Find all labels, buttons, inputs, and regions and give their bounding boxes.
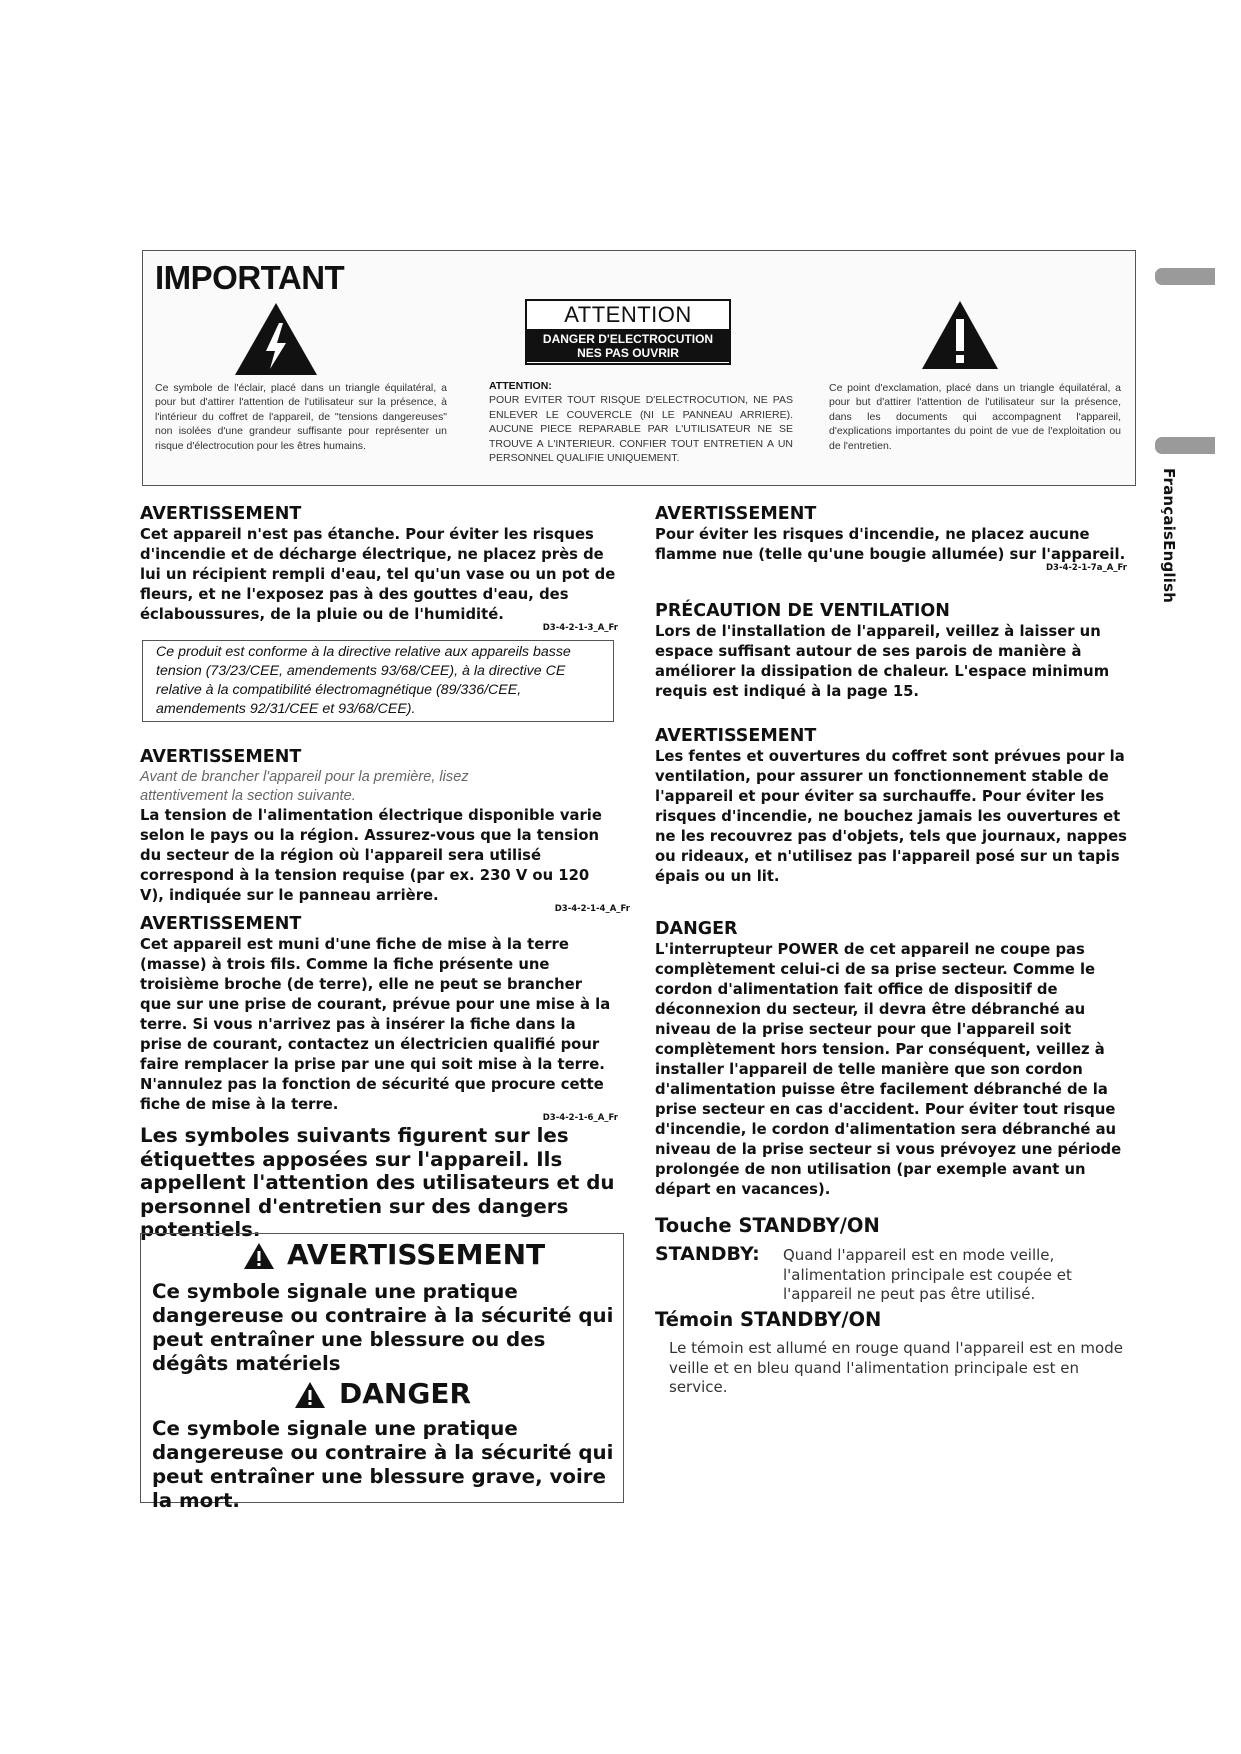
standby-indicator-section: Témoin STANDBY/ON Le témoin est allumé en rouge quand l'appareil est en mode veille et en bleu quand l'alimentation principale est en service. — [655, 1308, 1123, 1396]
important-box — [142, 250, 1136, 486]
symbol-warning-text: Ce symbole signale une pratique dangereuse ou contraire à la sécurité qui peut entraîner une blessure ou des dégâts matériels — [152, 1280, 614, 1375]
warning-voltage: AVERTISSEMENT Avant de brancher l'appareil pour la première, lisez attentivement la section suivante. La tension de l'alimentation électrique disponible varie selon le pays ou la région. Assurez-vous que la tension du secteur de la région où l'appareil sera utilisé correspond à la tension requise (par ex. 230 V ou 120 V), indiquée sur le panneau arrière. D3-4-2-1-4_A_Fr — [140, 747, 630, 914]
attention-explanation: ATTENTION: POUR EVITER TOUT RISQUE D'ELECTROCUTION, NE PAS ENLEVER LE COUVERCLE (NI LE PANNEAU ARRIERE). AUCUNE PIECE REPARABLE PAR L'UTILISATEUR NE SE TROUVE A L'INTERIEUR. CONFIER TOUT ENTRETIEN A UN PERSONNEL QUALIFIE UNIQUEMENT. — [489, 380, 793, 465]
ventilation-precaution: PRÉCAUTION DE VENTILATION Lors de l'installation de l'appareil, veillez à laisser un espace suffisant autour de ses parois de manière à améliorer la dissipation de chaleur. L'espace minimum requis est indiqué à la page 15. — [655, 601, 1110, 700]
lightning-warning-icon — [233, 301, 319, 377]
standby-description: Quand l'appareil est en mode veille, l'alimentation principale est coupée et l'appareil ne peut pas être utilisé. — [783, 1246, 1072, 1303]
symbols-title: Les symboles suivants figurent sur les étiquettes apposées sur l'appareil. Ils appellent l'attention des utilisateurs et du personnel d'entretien sur des dangers potentiels. — [140, 1124, 615, 1241]
lightning-explanation: Ce symbole de l'éclair, placé dans un triangle équilatéral, a pour but d'attirer l'attention de l'utilisateur sur la présence, à l'intérieur du coffret de l'appareil, de "tensions dangereuses" non isolées d'une grandeur suffisante pour représenter un risque d'électrocution pour les êtres humains. — [155, 382, 447, 452]
exclamation-explanation: Ce point d'exclamation, placé dans un triangle équilatéral, a pour but d'attirer l'attention de l'utilisateur sur la présence, dans les documents qui accompagnent l'appareil, d'explications importantes du point de vue de l'exploitation ou de l'entretien. — [829, 382, 1121, 452]
standby-key-section: Touche STANDBY/ON STANDBY: Quand l'appareil est en mode veille, l'alimentation principale est coupée et l'appareil ne peut pas être utilisé. — [655, 1214, 1143, 1308]
important-title: IMPORTANT — [155, 259, 345, 296]
symbols-box — [140, 1233, 624, 1512]
warning-ground-plug: AVERTISSEMENT Cet appareil est muni d'une fiche de mise à la terre (masse) à trois fils. Comme la fiche présente une troisième broche (de terre), elle ne peut se brancher que sur une prise de courant, prévue pour une mise à la terre. Si vous n'arrivez pas à insérer la fiche dans la prise de courant, contactez un électricien qualifié pour faire remplacer la prise par une qui soit mise à la terre. N'annulez pas la fonction de sécurité que procure cette fiche de mise à la terre. D3-4-2-1-6_A_Fr — [140, 914, 618, 1123]
danger-triangle-icon — [294, 1381, 326, 1409]
warning-triangle-icon — [243, 1242, 275, 1270]
standby-label: STANDBY: — [655, 1243, 760, 1265]
side-tab-francais — [1155, 437, 1215, 454]
warning-openings: AVERTISSEMENT Les fentes et ouvertures du coffret sont prévues pour la ventilation, pour assurer un fonctionnement stable de l'appareil et pour éviter sa surchauffe. Pour éviter les risques d'incendie, ne bouchez jamais les ouvertures et ne les recouvrez pas d'objets, tels que journaux, nappes ou rideaux, et n'utilisez pas l'appareil posé sur un tapis épais ou un lit. — [655, 726, 1127, 885]
language-label: FrançaisEnglish — [1160, 468, 1178, 604]
danger-power-switch: DANGER L'interrupteur POWER de cet appareil ne coupe pas complètement celui-ci de sa prise secteur. Comme le cordon d'alimentation fait office de dispositif de déconnexion du secteur, il devra être débranché au niveau de la prise secteur pour que l'appareil soit complètement hors tension. Par conséquent, veillez à installer l'appareil de telle manière que son cordon d'alimentation puisse être facilement débranché de la prise secteur en cas d'accident. Pour éviter tout risque d'incendie, le cordon d'alimentation sera débranché au niveau de la prise secteur si vous prévoyez une période prolongée de non utilisation (par exemple avant un départ en vacances). — [655, 919, 1122, 1198]
symbol-warning-heading: AVERTISSEMENT — [287, 1238, 546, 1271]
attention-label: ATTENTION DANGER D'ELECTROCUTION NES PAS OUVRIR — [525, 299, 731, 365]
warning-water: AVERTISSEMENT Cet appareil n'est pas étanche. Pour éviter les risques d'incendie et de décharge électrique, ne placez près de lui un récipient rempli d'eau, tel qu'un vase ou un pot de fleurs, et ne l'exposez pas à des gouttes d'eau, des éclaboussures, de la pluie ou de l'humidité. D3-4-2-1-3_A_Fr — [140, 504, 618, 633]
symbol-danger-heading: DANGER — [339, 1377, 472, 1410]
ce-compliance-notice: Ce produit est conforme à la directive relative aux appareils basse tension (73/23/CEE, amendements 93/68/CEE), à la directive CE relative à la compatibilité électromagnétique (89/336/CEE, amendements 92/31/CEE et 93/68/CEE). — [142, 640, 614, 722]
symbol-danger-text: Ce symbole signale une pratique dangereuse ou contraire à la sécurité qui peut entraîner une blessure grave, voire la mort. — [152, 1417, 614, 1512]
warning-flame: AVERTISSEMENT Pour éviter les risques d'incendie, ne placez aucune flamme nue (telle qu'une bougie allumée) sur l'appareil. D3-4-2-1-7a_A_Fr — [655, 504, 1127, 573]
side-tab-english — [1155, 268, 1215, 285]
exclamation-warning-icon — [920, 299, 1000, 371]
